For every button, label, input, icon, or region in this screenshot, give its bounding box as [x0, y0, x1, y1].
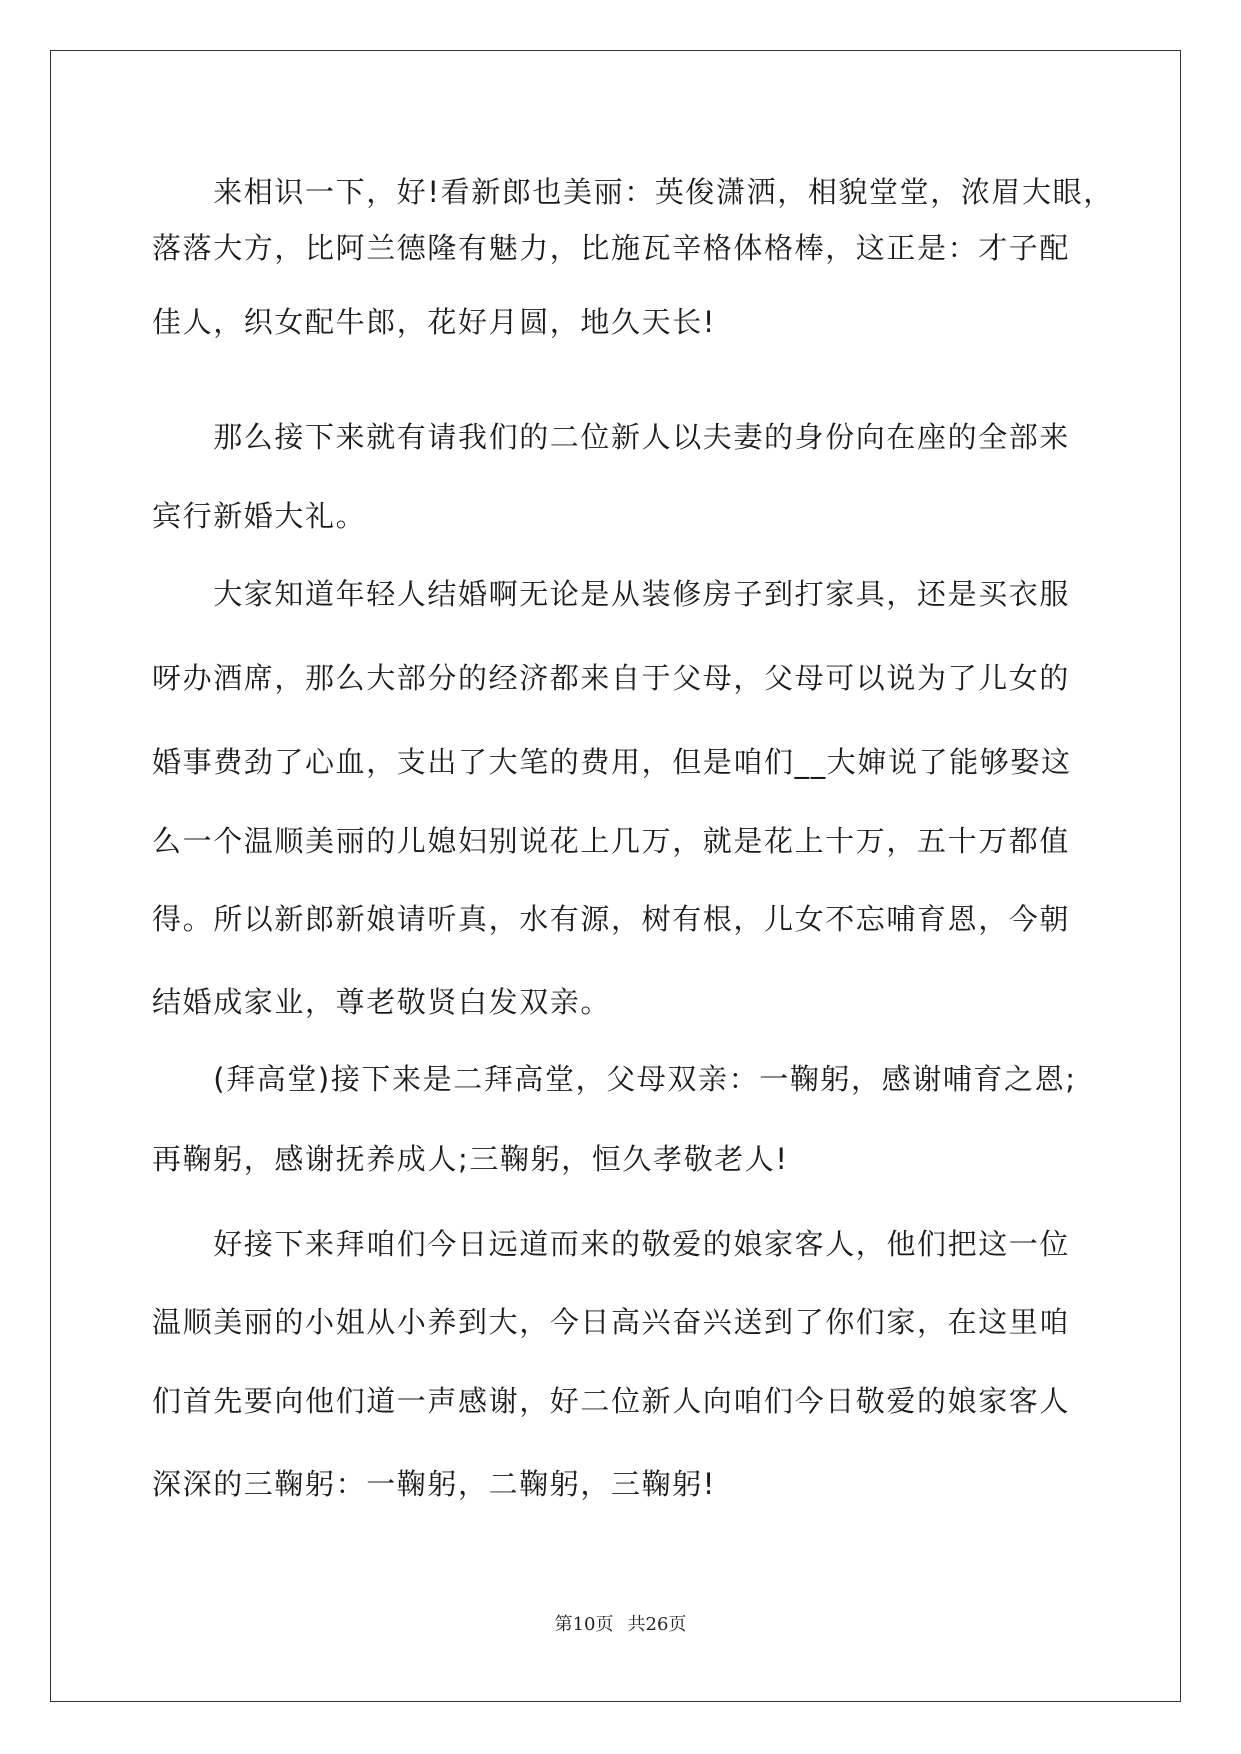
text-line: 佳人，织女配牛郎，花好月圆，地久天长! — [152, 305, 717, 339]
text-line: 大家知道年轻人结婚啊无论是从装修房子到打家具，还是买衣服 — [152, 577, 1071, 611]
text-line: 那么接下来就有请我们的二位新人以夫妻的身份向在座的全部来 — [152, 420, 1071, 454]
page-border — [50, 50, 1181, 1702]
text-line: 落落大方，比阿兰德隆有魅力，比施瓦辛格体格棒，这正是：才子配 — [152, 231, 1071, 265]
text-line: 结婚成家业，尊老敬贤白发双亲。 — [152, 985, 612, 1019]
text-line: 婚事费劲了心血，支出了大笔的费用，但是咱们__大婶说了能够娶这 — [152, 745, 1072, 779]
text-line: (拜高堂)接下来是二拜高堂，父母双亲：一鞠躬，感谢哺育之恩; — [152, 1062, 1077, 1096]
text-line: 好接下来拜咱们今日远道而来的敬爱的娘家客人，他们把这一位 — [152, 1227, 1071, 1261]
text-line: 得。所以新郎新娘请听真，水有源，树有根，儿女不忘哺育恩，今朝 — [152, 902, 1071, 936]
text-line: 温顺美丽的小姐从小养到大，今日高兴奋兴送到了你们家，在这里咱 — [152, 1305, 1071, 1339]
page-number: 第10页 — [554, 1614, 614, 1635]
text-line: 深深的三鞠躬：一鞠躬，二鞠躬，三鞠躬! — [152, 1467, 717, 1501]
text-line: 再鞠躬，感谢抚养成人;三鞠躬，恒久孝敬老人! — [152, 1142, 789, 1176]
page-footer — [0, 1614, 1241, 1636]
page-total: 共26页 — [627, 1614, 687, 1635]
text-line: 么一个温顺美丽的儿媳妇别说花上几万，就是花上十万，五十万都值 — [152, 824, 1071, 858]
text-line: 们首先要向他们道一声感谢，好二位新人向咱们今日敬爱的娘家客人 — [152, 1384, 1071, 1418]
text-line: 来相识一下，好!看新郎也美丽：英俊潇洒，相貌堂堂，浓眉大眼， — [152, 175, 1114, 209]
text-line: 呀办酒席，那么大部分的经济都来自于父母，父母可以说为了儿女的 — [152, 661, 1071, 695]
text-line: 宾行新婚大礼。 — [152, 499, 367, 533]
